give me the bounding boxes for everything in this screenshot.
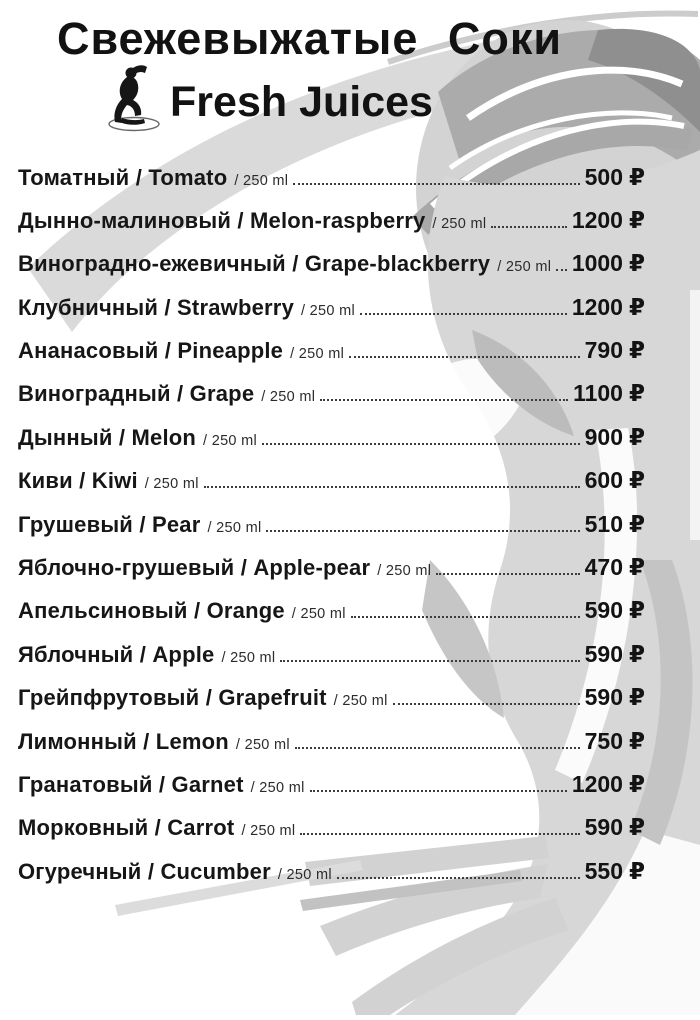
- menu-item-row: [18, 814, 645, 857]
- ruble-sign: ₽: [628, 857, 645, 884]
- item-name: Апельсиновый / Orange: [18, 598, 285, 624]
- dotted-leader: [280, 660, 579, 662]
- item-name: Томатный / Tomato: [18, 164, 228, 190]
- dotted-leader: [320, 399, 568, 401]
- item-name: Яблочно-грушевый / Apple-pear: [18, 555, 371, 581]
- menu-item-row: [18, 597, 645, 640]
- item-name: Огуречный / Cucumber: [18, 858, 271, 884]
- item-volume: / 250 ml: [234, 172, 289, 189]
- ruble-sign: ₽: [628, 250, 645, 277]
- menu-item-row: [18, 250, 645, 293]
- item-name: Яблочный / Apple: [18, 641, 215, 667]
- dotted-leader: [556, 269, 567, 271]
- item-volume: / 250 ml: [377, 563, 432, 580]
- menu-item-row: [18, 728, 645, 771]
- menu-item-row: [18, 164, 645, 207]
- item-price: 900: [584, 423, 623, 450]
- item-name: Гранатовый / Garnet: [18, 771, 244, 797]
- ruble-sign: ₽: [628, 814, 645, 841]
- ruble-sign: ₽: [628, 597, 645, 624]
- item-price: 550: [584, 857, 623, 884]
- ruble-sign: ₽: [628, 684, 645, 711]
- item-volume: / 250 ml: [497, 259, 552, 276]
- item-price: 590: [584, 640, 623, 667]
- item-volume: / 250 ml: [432, 215, 487, 232]
- menu-item-row: [18, 771, 645, 814]
- dotted-leader: [337, 877, 580, 879]
- item-price: 1200: [571, 293, 623, 320]
- ruble-sign: ₽: [628, 206, 645, 233]
- item-volume: / 250 ml: [207, 519, 262, 536]
- dotted-leader: [349, 356, 580, 358]
- item-volume: / 250 ml: [144, 476, 199, 493]
- item-price: 590: [584, 597, 623, 624]
- item-volume: / 250 ml: [250, 779, 305, 796]
- menu-item-row: [18, 511, 645, 554]
- ruble-sign: ₽: [628, 337, 645, 364]
- pinup-girl-icon: [106, 64, 162, 132]
- menu-item-row: [18, 207, 645, 250]
- dotted-leader: [351, 616, 580, 618]
- item-price: 600: [584, 467, 623, 494]
- item-volume: / 250 ml: [241, 823, 296, 840]
- item-name: Виноградно-ежевичный / Grape-blackberry: [18, 251, 491, 277]
- dotted-leader: [491, 226, 566, 228]
- ruble-sign: ₽: [628, 467, 645, 494]
- dotted-leader: [266, 530, 579, 532]
- item-volume: / 250 ml: [235, 736, 290, 753]
- item-volume: / 250 ml: [301, 302, 355, 319]
- item-price: 750: [584, 727, 623, 754]
- ruble-sign: ₽: [628, 727, 645, 754]
- menu-item-row: [18, 337, 645, 380]
- subtitle-row: [0, 64, 583, 132]
- menu-item-row: [18, 424, 645, 467]
- dotted-leader: [293, 183, 579, 185]
- item-name: Клубничный / Strawberry: [18, 294, 295, 320]
- item-name: Ананасовый / Pineapple: [18, 338, 284, 364]
- ruble-sign: ₽: [628, 554, 645, 581]
- dotted-leader: [262, 443, 580, 445]
- ruble-sign: ₽: [628, 380, 645, 407]
- ruble-sign: ₽: [628, 163, 645, 190]
- item-price: 1200: [571, 206, 623, 233]
- item-price: 590: [584, 684, 623, 711]
- ruble-sign: ₽: [628, 293, 645, 320]
- menu-item-row: [18, 554, 645, 597]
- item-volume: / 250 ml: [290, 346, 345, 363]
- item-price: 790: [584, 337, 623, 364]
- dotted-leader: [295, 747, 580, 749]
- menu-item-row: [18, 294, 645, 337]
- ruble-sign: ₽: [628, 770, 645, 797]
- item-name: Грушевый / Pear: [18, 511, 201, 537]
- ruble-sign: ₽: [628, 640, 645, 667]
- dotted-leader: [393, 703, 580, 705]
- menu-item-row: [18, 641, 645, 684]
- item-volume: / 250 ml: [203, 432, 258, 449]
- ruble-sign: ₽: [628, 510, 645, 537]
- item-price: 470: [584, 554, 623, 581]
- item-volume: / 250 ml: [261, 389, 316, 406]
- item-price: 1200: [571, 770, 623, 797]
- ruble-sign: ₽: [628, 423, 645, 450]
- item-name: Киви / Kiwi: [18, 468, 138, 494]
- item-price: 510: [584, 510, 623, 537]
- item-name: Морковный / Carrot: [18, 815, 235, 841]
- menu-item-row: [18, 684, 645, 727]
- menu-item-row: [18, 858, 645, 901]
- item-name: Дынно-малиновый / Melon-raspberry: [18, 207, 426, 233]
- dotted-leader: [310, 790, 567, 792]
- item-name: Дынный / Melon: [18, 424, 197, 450]
- menu-item-row: [18, 380, 645, 423]
- dotted-leader: [204, 486, 580, 488]
- item-name: Виноградный / Grape: [18, 381, 255, 407]
- item-volume: / 250 ml: [291, 606, 346, 623]
- dotted-leader: [300, 833, 579, 835]
- dotted-leader: [436, 573, 579, 575]
- menu-list: [18, 164, 645, 902]
- item-name: Грейпфрутовый / Grapefruit: [18, 685, 327, 711]
- item-price: 500: [584, 163, 623, 190]
- item-price: 590: [584, 814, 623, 841]
- item-price: 1100: [573, 380, 623, 407]
- menu-item-row: [18, 467, 645, 510]
- item-volume: / 250 ml: [333, 693, 388, 710]
- page-title: Свежевыжатые Соки: [56, 13, 563, 64]
- item-volume: / 250 ml: [221, 649, 276, 666]
- page-subtitle: Fresh Juices: [170, 77, 433, 126]
- dotted-leader: [360, 313, 567, 315]
- item-price: 1000: [571, 250, 623, 277]
- item-name: Лимонный / Lemon: [18, 728, 229, 754]
- item-volume: / 250 ml: [277, 866, 332, 883]
